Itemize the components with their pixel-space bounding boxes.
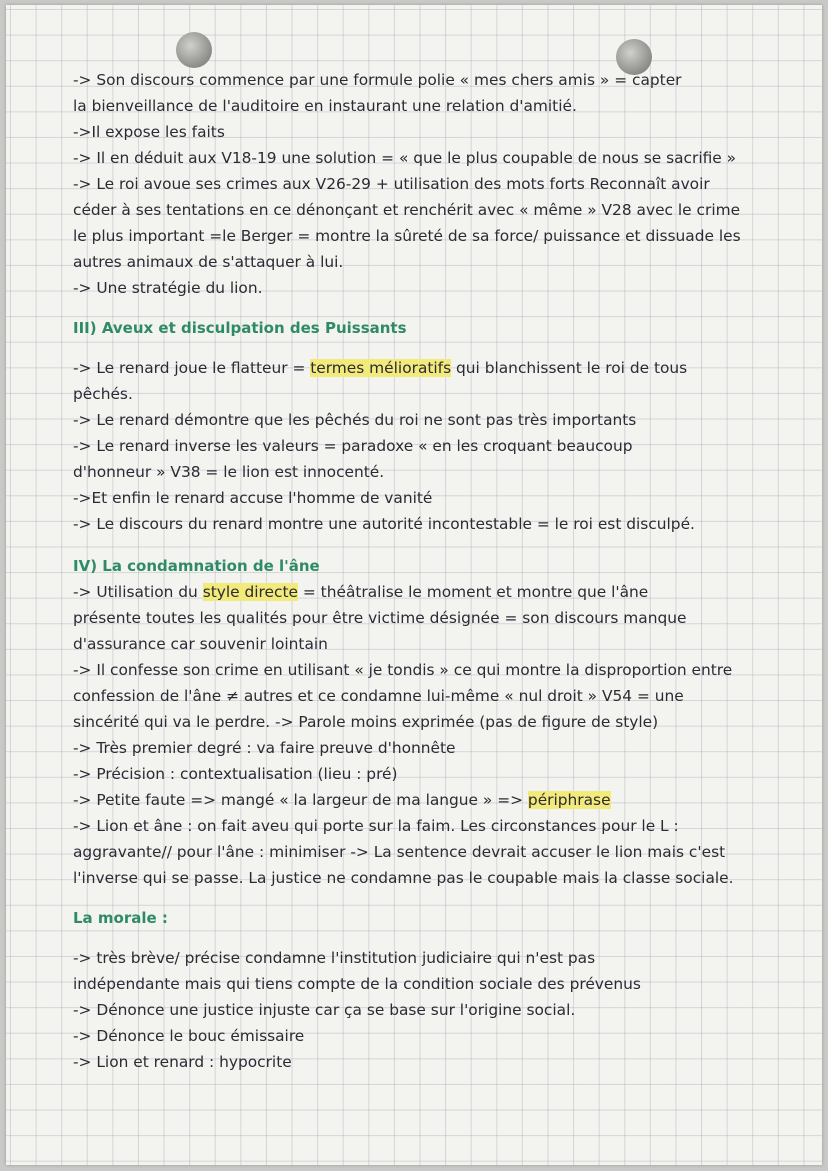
note-text: qui blanchissent le roi de tous (451, 359, 688, 377)
note-line: -> Le roi avoue ses crimes aux V26-29 + utilisation des mots forts Reconnaît avoir (73, 175, 710, 193)
section-4-notes (73, 579, 773, 891)
highlighted-text: périphrase (527, 791, 611, 809)
note-text: = théâtralise le moment et montre que l'âne (298, 583, 649, 601)
note-line: autres animaux de s'attaquer à lui. (73, 253, 344, 271)
note-text: -> Utilisation du (73, 583, 203, 601)
note-line: pêchés. (73, 385, 133, 403)
note-line: indépendante mais qui tiens compte de la condition sociale des prévenus (73, 975, 641, 993)
handwritten-notes (73, 67, 773, 1075)
note-line: -> Lion et âne : on fait aveu qui porte sur la faim. Les circonstances pour le L : (73, 817, 679, 835)
section-3-notes (73, 355, 773, 537)
note-line: ->Et enfin le renard accuse l'homme de vanité (73, 489, 433, 507)
section-2-notes (73, 67, 773, 301)
note-text: -> Le renard joue le flatteur = (73, 359, 311, 377)
note-line: -> Lion et renard : hypocrite (73, 1053, 292, 1071)
highlighted-text: termes mélioratifs (310, 359, 452, 377)
note-line: -> Une stratégie du lion. (73, 279, 263, 297)
note-line: -> Dénonce une justice injuste car ça se base sur l'origine social. (73, 1001, 576, 1019)
note-line: -> très brève/ précise condamne l'institution judiciaire qui n'est pas (73, 949, 596, 967)
note-line (73, 579, 773, 605)
notebook-page (6, 5, 822, 1165)
note-line: -> Le discours du renard montre une autorité incontestable = le roi est disculpé. (73, 515, 695, 533)
note-line: présente toutes les qualités pour être victime désignée = son discours manque (73, 609, 687, 627)
note-line: ->Il expose les faits (73, 123, 225, 141)
note-text: -> Petite faute => mangé « la largeur de ma langue » => (73, 791, 528, 809)
note-line (73, 787, 773, 813)
note-line: la bienveillance de l'auditoire en instaurant une relation d'amitié. (73, 97, 577, 115)
note-line: d'honneur » V38 = le lion est innocenté. (73, 463, 385, 481)
punch-hole (176, 32, 212, 68)
section-heading: III) Aveux et disculpation des Puissants (73, 319, 407, 337)
note-line: -> Très premier degré : va faire preuve d'honnête (73, 739, 456, 757)
note-line: céder à ses tentations en ce dénonçant et renchérit avec « même » V28 avec le crime (73, 201, 741, 219)
note-line: -> Il confesse son crime en utilisant « je tondis » ce qui montre la disproportion entre (73, 661, 733, 679)
note-line: confession de l'âne ≠ autres et ce condamne lui-même « nul droit » V54 = une (73, 687, 684, 705)
highlighted-text: style directe (202, 583, 298, 601)
note-line: le plus important =le Berger = montre la sûreté de sa force/ puissance et dissuade les (73, 227, 741, 245)
note-line (73, 355, 773, 381)
morale-notes (73, 945, 773, 1075)
note-line: -> Dénonce le bouc émissaire (73, 1027, 305, 1045)
note-line: aggravante// pour l'âne : minimiser -> La sentence devrait accuser le lion mais c'est (73, 843, 726, 861)
note-line: -> Le renard démontre que les pêchés du roi ne sont pas très importants (73, 411, 637, 429)
section-heading: IV) La condamnation de l'âne (73, 557, 320, 575)
note-line: l'inverse qui se passe. La justice ne condamne pas le coupable mais la classe sociale. (73, 869, 734, 887)
note-line: -> Son discours commence par une formule polie « mes chers amis » = capter (73, 71, 682, 89)
note-line: -> Précision : contextualisation (lieu : pré) (73, 765, 398, 783)
note-line: -> Le renard inverse les valeurs = paradoxe « en les croquant beaucoup (73, 437, 633, 455)
note-line: d'assurance car souvenir lointain (73, 635, 328, 653)
note-line: -> Il en déduit aux V18-19 une solution = « que le plus coupable de nous se sacrifie » (73, 149, 737, 167)
note-line: sincérité qui va le perdre. -> Parole moins exprimée (pas de figure de style) (73, 713, 659, 731)
section-heading: La morale : (73, 909, 168, 927)
